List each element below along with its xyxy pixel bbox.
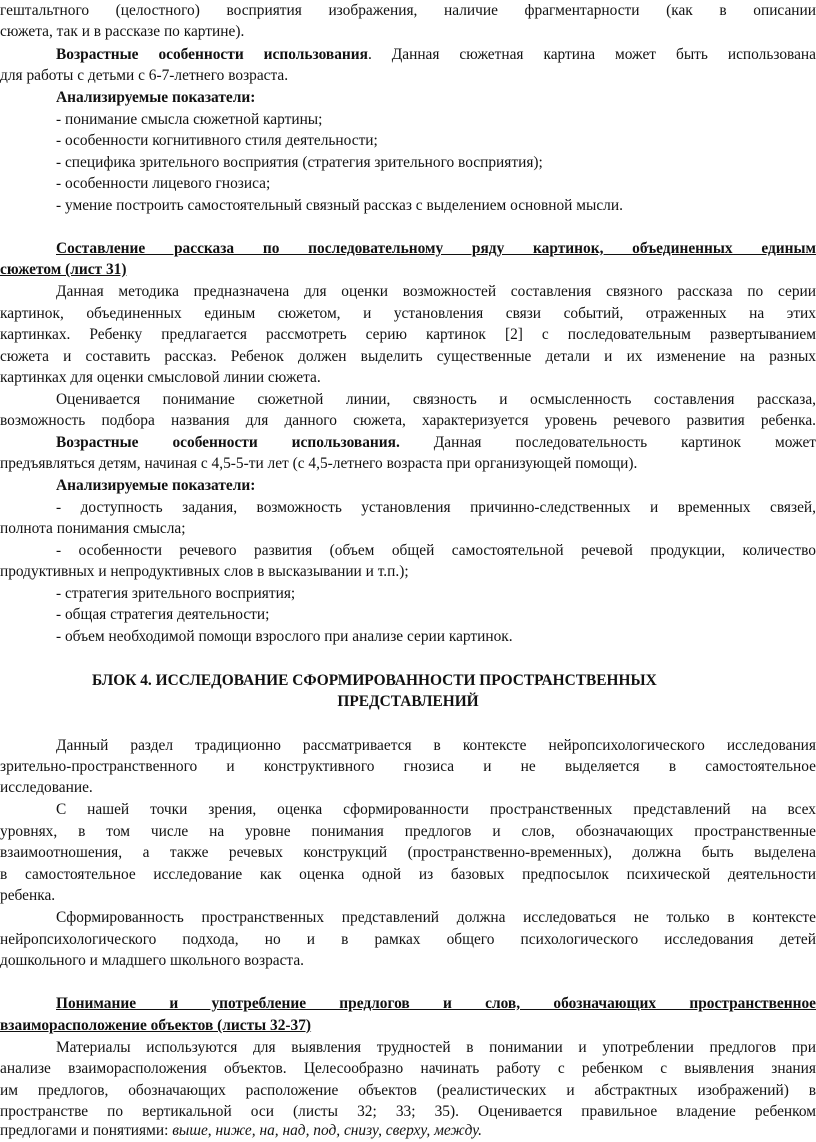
paragraph-line: картинках. Ребенку предлагается рассмотреть серию картинок [2] с последовательным развертыванием (0, 326, 816, 343)
paragraph-line: Данная методика предназначена для оценки возможностей составления связного рассказа по серии (56, 283, 816, 300)
section-heading: Составление рассказа по последовательному ряду картинок, объединенных единым (56, 240, 816, 257)
indicators-heading: Анализируемые показатели: (56, 477, 256, 494)
list-item: - понимание смысла сюжетной картины; (56, 111, 323, 128)
paragraph-line: взаимоотношения, а также речевых конструкций (пространственно-временных), должна быть выделена (0, 844, 816, 861)
list-item: - стратегия зрительного восприятия; (56, 585, 296, 602)
section-label: Возрастные особенности использования. (56, 434, 400, 451)
list-item: - объем необходимой помощи взрослого при анализе серии картинок. (56, 628, 513, 645)
list-item: - умение построить самостоятельный связный рассказ с выделением основной мысли. (56, 197, 623, 214)
paragraph-text: . Данная сюжетная картина может быть использована (367, 46, 816, 63)
list-item: - особенности речевого развития (объем общей самостоятельной речевой продукции, количество (56, 542, 816, 559)
paragraph-line: нейропсихологического подхода, но и в рамках общего психологического исследования детей (0, 931, 816, 948)
indicators-heading: Анализируемые показатели: (56, 89, 256, 106)
paragraph-line: им предлогов, обозначающих расположение объектов (реалистических и абстрактных изображений) в (0, 1082, 816, 1099)
paragraph-line (0, 432, 816, 454)
paragraph-line: исследование. (0, 779, 93, 796)
block-heading: БЛОК 4. ИССЛЕДОВАНИЕ СФОРМИРОВАННОСТИ ПРОСТРАНСТВЕННЫХ (92, 672, 657, 689)
paragraph-text: , (207, 1122, 216, 1139)
paragraph-line: картинках для оценки смысловой линии сюжета. (0, 369, 321, 386)
paragraph-line: анализе взаиморасположения объектов. Целесообразно начинать работу с ребенком с выявления знания (0, 1060, 816, 1077)
paragraph-line: С нашей точки зрения, оценка сформированности пространственных представлений на всех (56, 801, 816, 818)
list-item: - специфика зрительного восприятия (стратегия зрительного восприятия); (56, 154, 543, 171)
paragraph-line: Оценивается понимание сюжетной линии, связность и осмысленность составления рассказа, (56, 391, 816, 408)
italic-term: ниже, на, над, под, снизу, сверху, между. (215, 1122, 482, 1139)
list-item: - особенности лицевого гнозиса; (56, 175, 271, 192)
paragraph-line: ребенка. (0, 887, 56, 904)
list-item: продуктивных и непродуктивных слов в высказывании и т.п.); (0, 563, 409, 580)
paragraph-text: предлогами и понятиями: (0, 1122, 173, 1139)
list-item: - общая стратегия деятельности; (56, 606, 270, 623)
paragraph-line: Сформированность пространственных представлений должна исследоваться не только в контексте (56, 909, 816, 926)
paragraph-line: зрительно-пространственного и конструктивного гнозиса и не выделяется в самостоятельное (0, 758, 816, 775)
list-item: полнота понимания смысла; (0, 520, 186, 537)
paragraph-line: дошкольного и младшего школьного возраста. (0, 952, 305, 969)
paragraph-line: сюжета, так и в рассказе по картине). (0, 23, 245, 40)
list-item: - особенности когнитивного стиля деятельности; (56, 132, 378, 149)
paragraph-line: возможность подбора названия для данного сюжета, характеризуется уровень речевого развития ребенка. (0, 412, 816, 429)
paragraph-line: гештальтного (целостного) восприятия изображения, наличие фрагментарности (как в описании (0, 2, 816, 19)
list-item: - доступность задания, возможность установления причинно-следственных и временных связей, (56, 499, 816, 516)
paragraph-text: Данная последовательность картинок может (433, 434, 816, 451)
section-heading: Понимание и употребление предлогов и слов, обозначающих пространственное (56, 995, 816, 1012)
paragraph-line: Материалы используются для выявления трудностей в понимании и употреблении предлогов при (56, 1039, 816, 1056)
section-heading: взаиморасположение объектов (листы 32-37) (0, 1017, 312, 1034)
paragraph-line: сюжета и составить рассказ. Ребенок должен выделить существенные детали и их изменение на разных (0, 348, 816, 365)
italic-term: выше (172, 1122, 208, 1139)
paragraph-line: уровнях, в том числе на уровне понимания предлогов и слов, обозначающих пространственные (0, 823, 816, 840)
paragraph-line (0, 44, 816, 66)
paragraph-line: в самостоятельное исследование как оценка одной из базовых предпосылок психической деятельности (0, 866, 816, 883)
block-heading: ПРЕДСТАВЛЕНИЙ (337, 693, 479, 710)
section-heading: сюжетом (лист 31) (0, 261, 127, 278)
section-label: Возрастные особенности использования (56, 46, 368, 63)
paragraph-line: Данный раздел традиционно рассматривается в контексте нейропсихологического исследования (56, 737, 816, 754)
paragraph-line: предъявляться детям, начиная с 4,5-5-ти лет (с 4,5-летнего возраста при организующей помощи). (0, 455, 638, 472)
paragraph-line: картинок, объединенных единым сюжетом, и установления связи событий, отраженных на этих (0, 305, 816, 322)
paragraph-line: для работы с детьми с 6-7-летнего возраста. (0, 67, 289, 84)
paragraph-line: пространстве по вертикальной оси (листы 32; 33; 35). Оценивается правильное владение ребенком (0, 1103, 816, 1120)
